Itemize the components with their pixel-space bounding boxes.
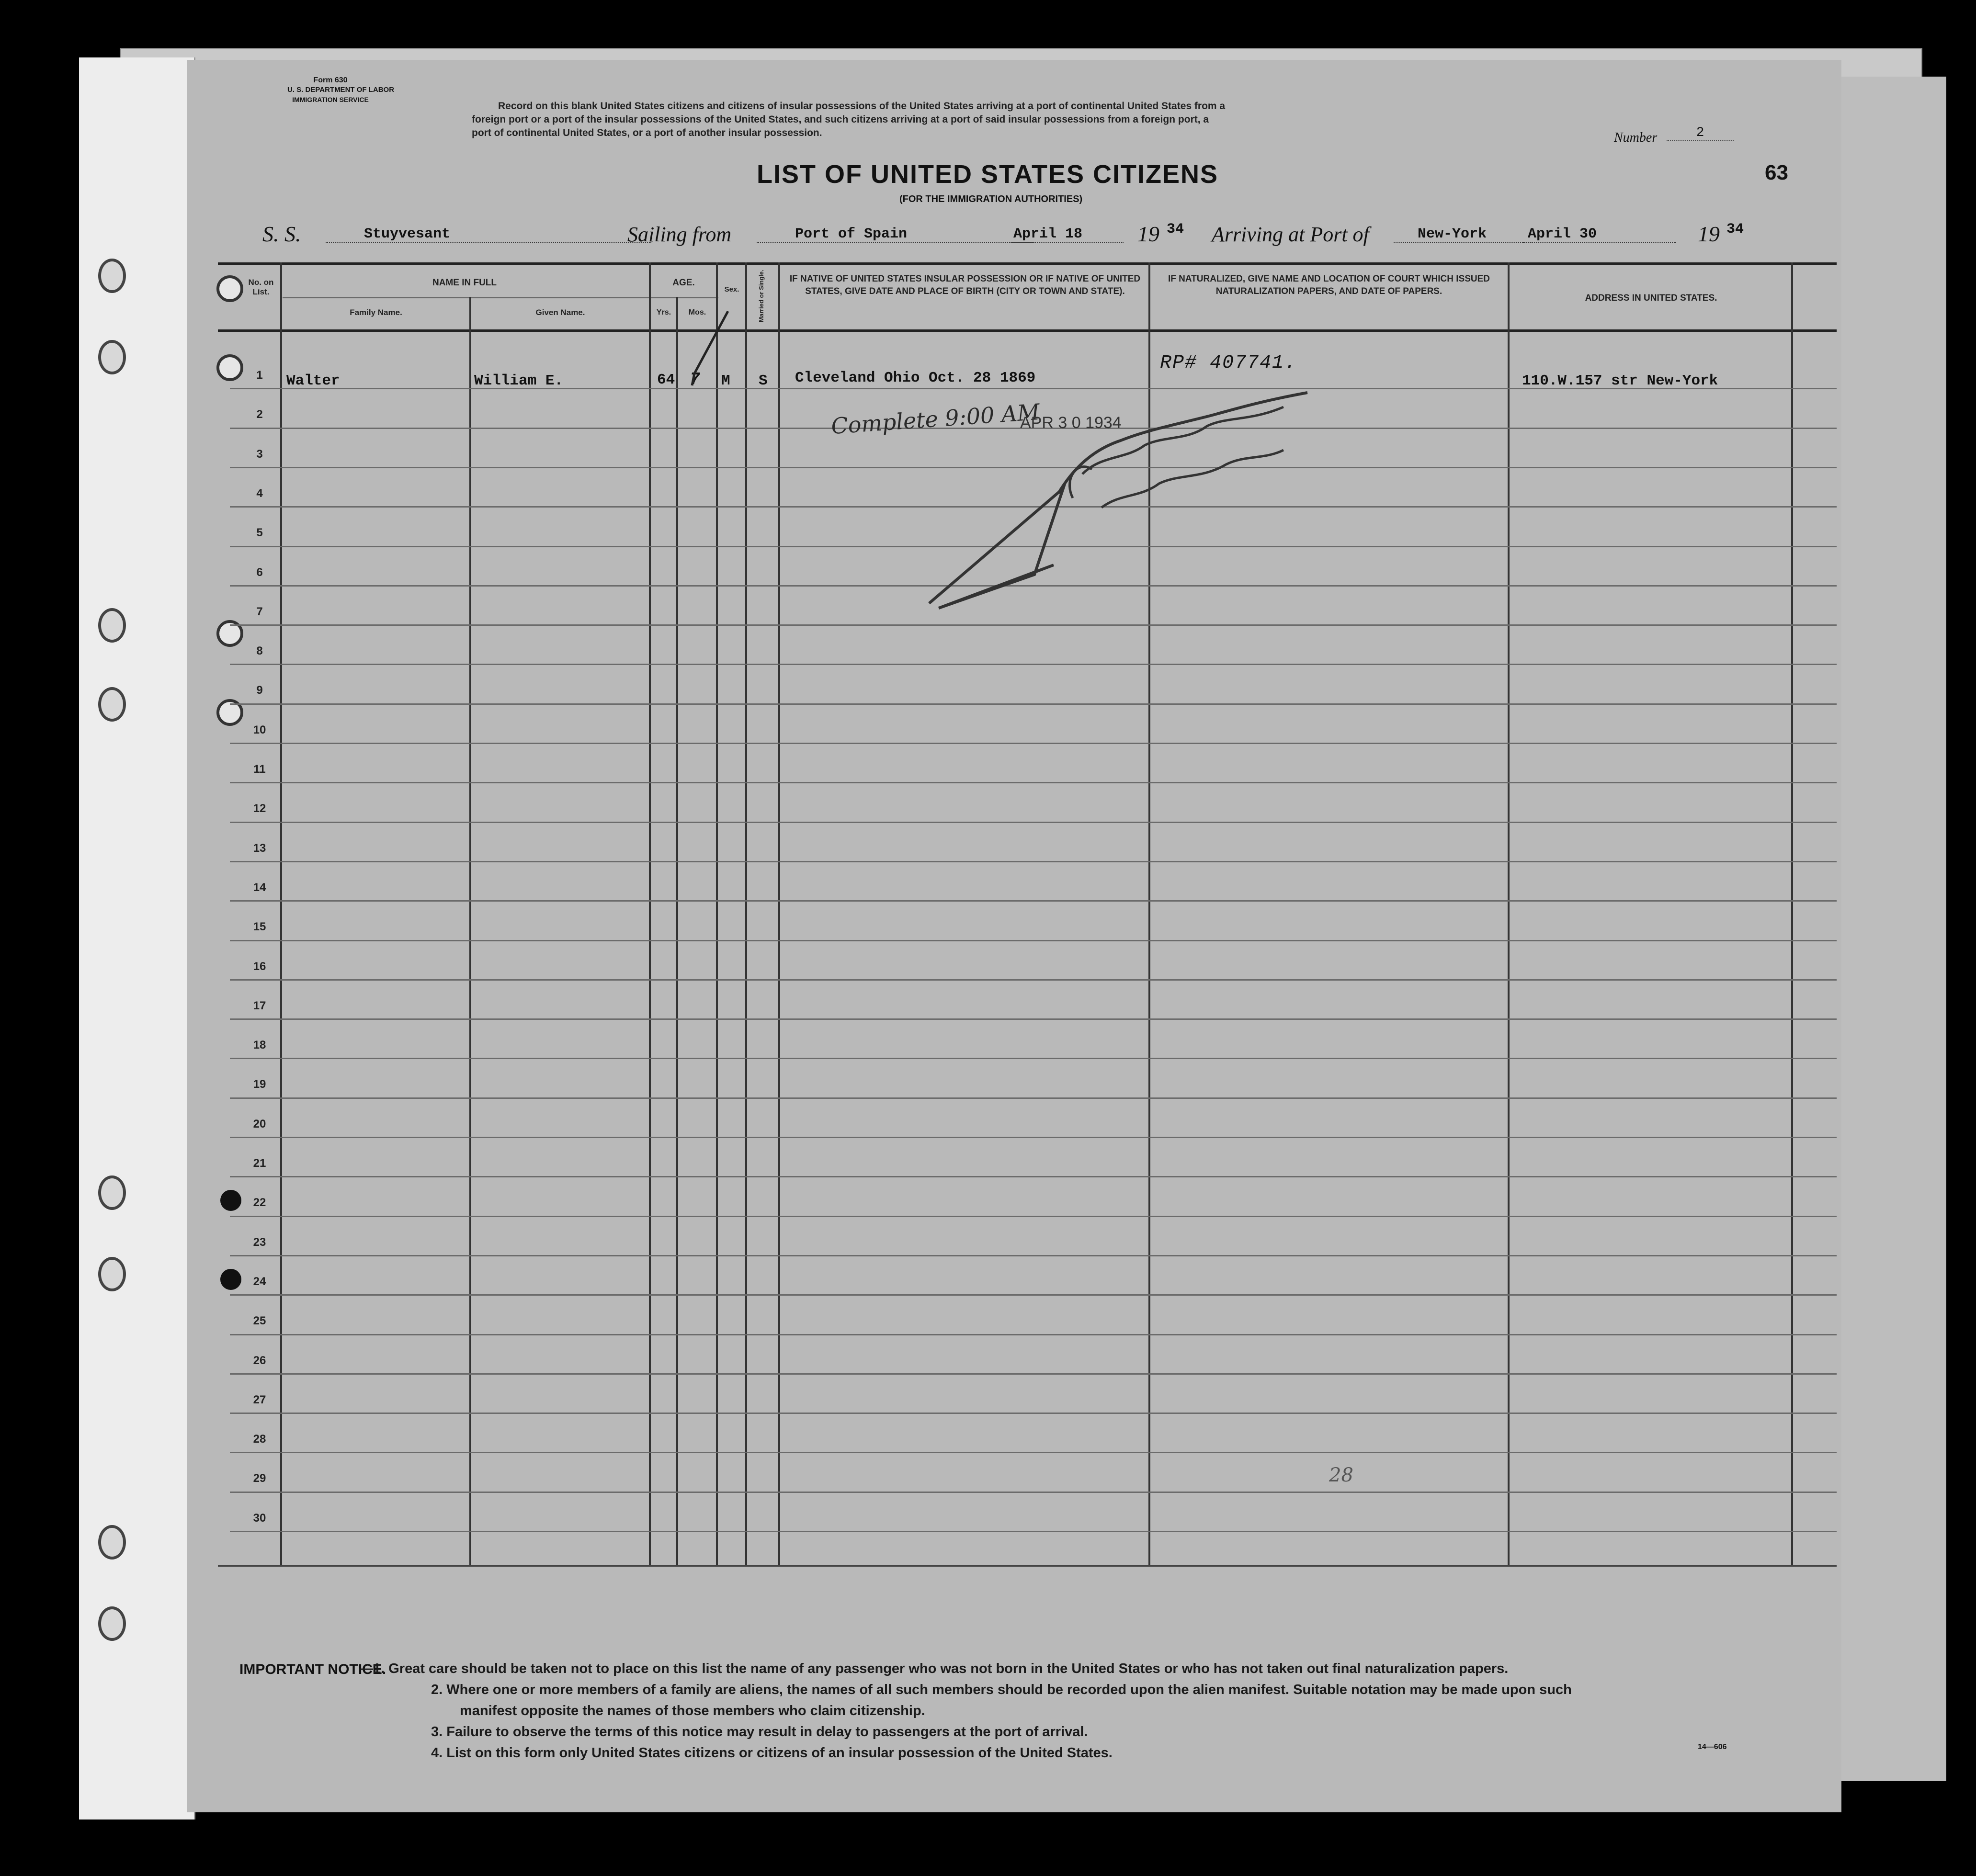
row-rule xyxy=(230,664,1837,665)
table-header-rule xyxy=(218,329,1837,332)
sailing-from-label: Sailing from xyxy=(627,223,732,246)
row-number: 28 xyxy=(253,1433,266,1446)
arrival-year-prefix: 19 xyxy=(1698,222,1720,246)
row-rule xyxy=(230,979,1837,981)
column-rule xyxy=(649,262,651,1565)
col-name-header: NAME IN FULL xyxy=(432,278,497,288)
form-sheet xyxy=(187,60,1841,1812)
row-rule xyxy=(230,1531,1837,1532)
row-rule xyxy=(230,703,1837,705)
row-number: 30 xyxy=(253,1511,266,1525)
row-number: 3 xyxy=(256,447,263,461)
marital-status: S xyxy=(759,373,768,389)
row-number: 22 xyxy=(253,1196,266,1209)
row-rule xyxy=(230,1413,1837,1414)
arriving-label: Arriving at Port of xyxy=(1212,223,1369,246)
date-stamp: APR 3 0 1934 xyxy=(1020,414,1122,432)
binder-hole xyxy=(98,340,126,374)
row-rule xyxy=(230,822,1837,823)
row-number: 29 xyxy=(253,1472,266,1485)
check-mark-icon xyxy=(656,302,742,397)
col-mos-header: Mos. xyxy=(688,308,706,316)
row-rule xyxy=(230,861,1837,862)
sex: M xyxy=(721,373,730,389)
instruction-line: port of continental United States, or a port of another insular possession. xyxy=(472,127,822,138)
row-rule xyxy=(230,782,1837,783)
family-name: Walter xyxy=(286,373,340,389)
page-title: LIST OF UNITED STATES CITIZENS xyxy=(757,160,1218,189)
row-number: 9 xyxy=(256,684,263,697)
binder-hole xyxy=(98,687,126,722)
age-years: 64 xyxy=(657,372,675,388)
inspector-signature-icon xyxy=(920,383,1317,622)
row-rule xyxy=(230,1058,1837,1059)
col-no-header: No. on List. xyxy=(248,278,274,296)
punch-hole xyxy=(220,1269,241,1290)
page-number: 63 xyxy=(1765,161,1788,184)
row-number: 19 xyxy=(253,1078,266,1091)
naturalization-number: RP# 407741. xyxy=(1160,352,1297,374)
row-number: 6 xyxy=(256,565,263,579)
punch-hole xyxy=(216,354,243,381)
form-code: 14—606 xyxy=(1698,1743,1727,1751)
sail-year-prefix: 19 xyxy=(1137,222,1159,246)
form-id xyxy=(287,76,395,104)
row-number: 13 xyxy=(253,841,266,855)
margin-mark: 28 xyxy=(1329,1464,1353,1486)
sail-year: 34 xyxy=(1167,221,1184,237)
col-sex-header: Sex. xyxy=(724,285,739,294)
row-number: 24 xyxy=(253,1275,266,1288)
row-rule xyxy=(230,1018,1837,1020)
table-bottom-rule xyxy=(218,1565,1837,1567)
given-name: William E. xyxy=(474,373,564,389)
arrival-date: April 30 xyxy=(1523,226,1676,243)
row-number: 25 xyxy=(253,1314,266,1328)
name-subheader-rule xyxy=(283,297,718,298)
row-number: 7 xyxy=(256,605,263,618)
birth-details: Cleveland Ohio Oct. 28 1869 xyxy=(795,370,1036,386)
row-number: 8 xyxy=(256,644,263,658)
department: U. S. DEPARTMENT OF LABOR xyxy=(287,86,395,94)
age-subheader-rule xyxy=(656,297,718,298)
notice-item: 4. List on this form only United States citizens or citizens of an insular possession of the United States. xyxy=(431,1745,1113,1761)
row-number: 17 xyxy=(253,999,266,1012)
row-rule xyxy=(230,1255,1837,1256)
row-number: 14 xyxy=(253,881,266,894)
row-rule xyxy=(230,1334,1837,1335)
row-number: 18 xyxy=(253,1039,266,1052)
col-naturalized-header: IF NATURALIZED, GIVE NAME AND LOCATION OF COURT WHICH ISSUED NATURALIZATION PAPERS, AND DATE OF PAPERS. xyxy=(1168,274,1490,296)
column-rule xyxy=(716,262,718,1565)
row-number: 16 xyxy=(253,960,266,973)
row-rule xyxy=(230,1216,1837,1217)
age-months: 7 xyxy=(690,370,700,389)
row-rule xyxy=(230,1294,1837,1296)
table-top-rule xyxy=(218,262,1837,265)
column-rule xyxy=(778,262,780,1565)
column-rule xyxy=(1791,262,1793,1565)
row-number: 20 xyxy=(253,1117,266,1130)
notice-item: —1. Great care should be taken not to place on this list the name of any passenger who was not born in the United States or who has not taken out final naturalization papers. xyxy=(359,1661,1509,1676)
row-number: 23 xyxy=(253,1235,266,1249)
row-rule xyxy=(230,1176,1837,1177)
arrival-port: New-York xyxy=(1394,226,1533,243)
row-number: 5 xyxy=(256,526,263,540)
us-address: 110.W.157 str New-York xyxy=(1522,373,1718,389)
col-given-header: Given Name. xyxy=(535,308,585,317)
row-number: 10 xyxy=(253,723,266,736)
column-rule xyxy=(469,297,471,1565)
row-number: 26 xyxy=(253,1354,266,1367)
ship-name: Stuyvesant xyxy=(326,226,651,243)
row-number: 27 xyxy=(253,1393,266,1406)
arrival-year: 34 xyxy=(1726,221,1744,237)
row-rule xyxy=(230,1492,1837,1493)
row-rule xyxy=(230,1452,1837,1453)
row-rule xyxy=(230,743,1837,744)
binder-hole xyxy=(98,1257,126,1291)
sail-date: April 18 xyxy=(1011,226,1124,243)
number-label: Number xyxy=(1614,130,1658,145)
row-rule xyxy=(230,1137,1837,1138)
punch-hole xyxy=(220,1190,241,1211)
row-rule xyxy=(230,1373,1837,1375)
column-rule xyxy=(280,262,282,1565)
binding-strip xyxy=(79,57,195,1819)
sailing-from-port: Port of Spain xyxy=(757,226,1034,243)
row-number: 2 xyxy=(256,408,263,421)
row-rule xyxy=(230,900,1837,902)
binder-hole xyxy=(98,1175,126,1210)
binder-hole xyxy=(98,259,126,293)
col-age-header: AGE. xyxy=(672,278,695,288)
row-rule xyxy=(230,1097,1837,1099)
col-married-label: Married or Single. xyxy=(758,270,765,322)
punch-hole xyxy=(216,275,243,302)
notice-item: 2. Where one or more members of a family are aliens, the names of all such members should be recorded upon the alien manifest. Suitable notation may be made upon such xyxy=(431,1682,1572,1697)
row-rule xyxy=(230,624,1837,626)
form-number: Form 630 xyxy=(313,76,348,84)
row-number: 1 xyxy=(256,369,263,382)
row-rule xyxy=(230,940,1837,941)
notice-items xyxy=(359,1658,1572,1763)
back-sheet-edge xyxy=(1834,77,1946,1781)
instruction-line: foreign port or a port of the insular possessions of the United States, and such citizens arriving at a port of said insular possessions from a foreign port, a xyxy=(472,114,1209,125)
ss-label: S. S. xyxy=(262,222,301,246)
col-married-header xyxy=(747,268,776,326)
col-address-header: ADDRESS IN UNITED STATES. xyxy=(1585,293,1717,303)
service: IMMIGRATION SERVICE xyxy=(292,96,369,103)
row-number: 11 xyxy=(253,763,266,776)
instructions xyxy=(472,100,1225,140)
col-yrs-header: Yrs. xyxy=(656,308,671,316)
notice-item: manifest opposite the names of those members who claim citizenship. xyxy=(460,1703,925,1718)
row-number: 12 xyxy=(253,802,266,815)
notice-item: 3. Failure to observe the terms of this notice may result in delay to passengers at the port of arrival. xyxy=(431,1724,1088,1740)
column-rule xyxy=(676,297,678,1565)
row-number: 15 xyxy=(253,920,266,934)
column-rule xyxy=(745,262,747,1565)
instruction-line: Record on this blank United States citizens and citizens of insular possessions of the United States arriving at a port of continental United States from a xyxy=(498,101,1226,112)
binder-hole xyxy=(98,1525,126,1560)
row-number: 4 xyxy=(256,486,263,500)
row-number: 21 xyxy=(253,1157,266,1170)
col-native-header: IF NATIVE OF UNITED STATES INSULAR POSSESSION OR IF NATIVE OF UNITED STATES, GIVE DATE AND PLACE OF BIRTH (CITY OR TOWN AND STATE). xyxy=(789,274,1141,296)
notice-label: IMPORTANT NOTICE. xyxy=(239,1661,386,1677)
col-family-header: Family Name. xyxy=(350,308,402,317)
complete-annotation: Complete 9:00 AM xyxy=(830,398,1041,440)
binder-hole xyxy=(98,1606,126,1641)
number-value: 2 xyxy=(1667,125,1734,141)
page-subtitle: (FOR THE IMMIGRATION AUTHORITIES) xyxy=(899,194,1083,204)
column-rule xyxy=(1508,262,1510,1565)
binder-hole xyxy=(98,608,126,643)
